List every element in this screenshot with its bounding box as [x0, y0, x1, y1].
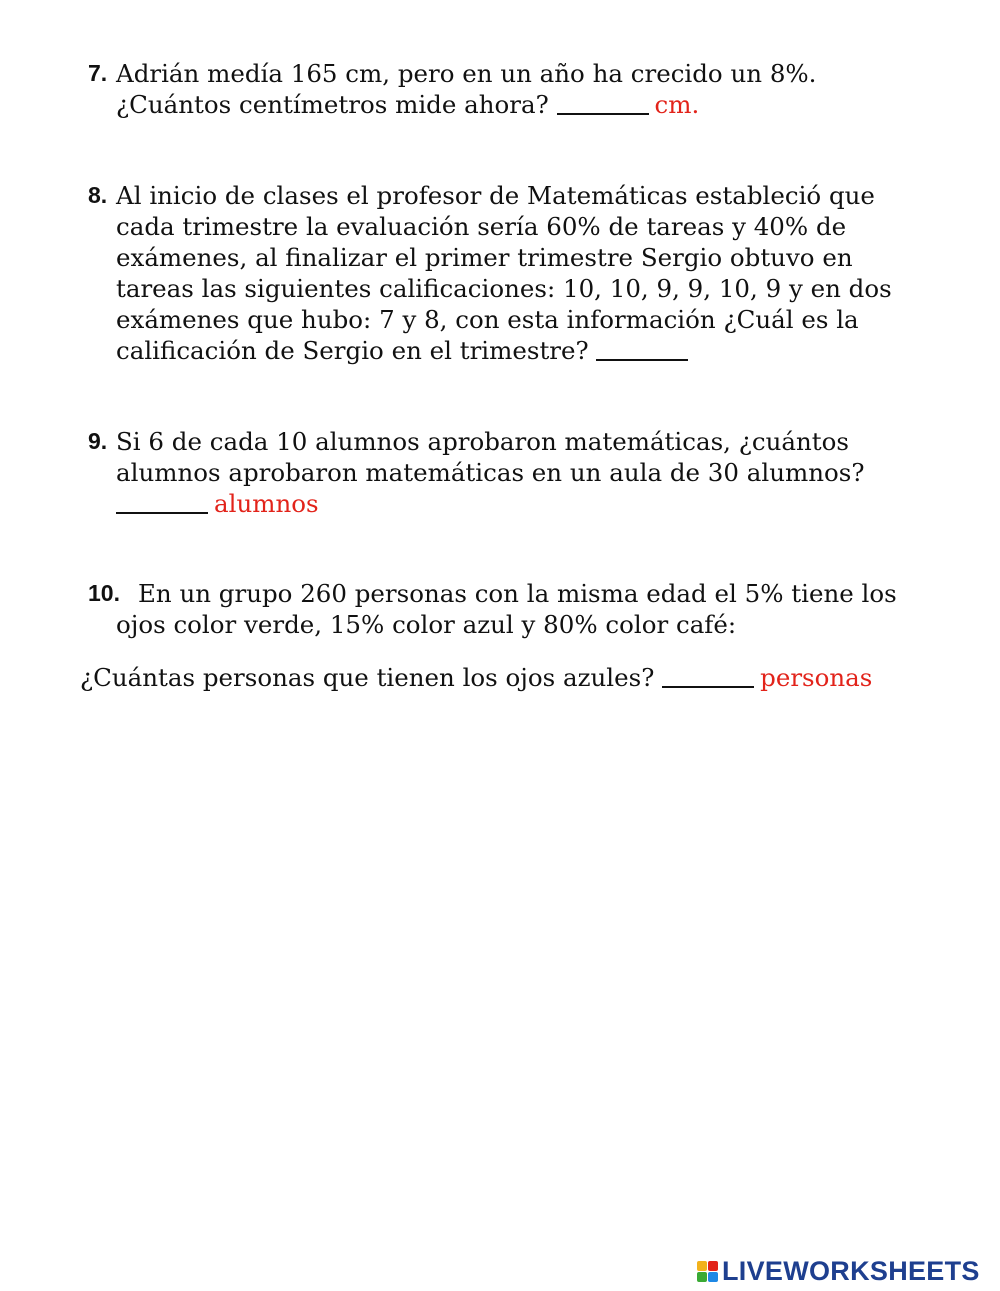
logo-text: LIVEWORKSHEETS — [722, 1256, 980, 1286]
answer-blank-10[interactable] — [662, 686, 754, 688]
answer-blank-9[interactable] — [116, 512, 208, 514]
answer-unit-10: personas — [760, 663, 873, 692]
question-9-line-3 — [116, 488, 319, 519]
question-7-line-2 — [116, 89, 699, 120]
question-10-line-2: ojos color verde, 15% color azul y 80% color café: — [116, 610, 737, 639]
question-8-line-2: cada trimestre la evaluación sería 60% de tareas y 40% de — [116, 212, 847, 241]
question-8-line-3: exámenes, al finalizar el primer trimestre Sergio obtuvo en — [116, 243, 853, 272]
question-8-line-4: tareas las siguientes calificaciones: 10, 10, 9, 9, 10, 9 y en dos — [116, 274, 892, 303]
question-9-line-2: alumnos aprobaron matemáticas en un aula de 30 alumnos? — [116, 458, 865, 487]
question-10-subquestion — [80, 662, 872, 693]
question-number-7: 7. — [88, 60, 108, 86]
answer-unit-7: cm. — [654, 90, 700, 119]
question-10-prompt: ¿Cuántas personas que tienen los ojos azules? — [80, 663, 655, 692]
question-9-line-1: Si 6 de cada 10 alumnos aprobaron matemáticas, ¿cuántos — [116, 427, 849, 456]
answer-blank-8[interactable] — [596, 359, 688, 361]
question-10-line-1: En un grupo 260 personas con la misma edad el 5% tiene los — [138, 579, 897, 608]
logo-mark-tile-4 — [708, 1272, 718, 1282]
question-8-prompt: calificación de Sergio en el trimestre? — [116, 336, 589, 365]
question-number-8: 8. — [88, 182, 108, 208]
answer-unit-9: alumnos — [214, 489, 319, 518]
question-number-9: 9. — [88, 428, 108, 454]
question-8-line-5: exámenes que hubo: 7 y 8, con esta información ¿Cuál es la — [116, 305, 859, 334]
logo-mark-tile-2 — [708, 1261, 718, 1271]
question-7-prompt: ¿Cuántos centímetros mide ahora? — [116, 90, 549, 119]
question-number-10: 10. — [88, 580, 120, 606]
question-8-line-1: Al inicio de clases el profesor de Matemáticas estableció que — [116, 181, 875, 210]
question-8-line-6 — [116, 335, 694, 366]
liveworksheets-logo — [697, 1254, 980, 1288]
question-7-line-1: Adrián medía 165 cm, pero en un año ha crecido un 8%. — [116, 59, 817, 88]
logo-mark-tile-3 — [697, 1272, 707, 1282]
logo-mark-icon — [697, 1261, 718, 1282]
answer-blank-7[interactable] — [557, 113, 649, 115]
logo-mark-tile-1 — [697, 1261, 707, 1271]
